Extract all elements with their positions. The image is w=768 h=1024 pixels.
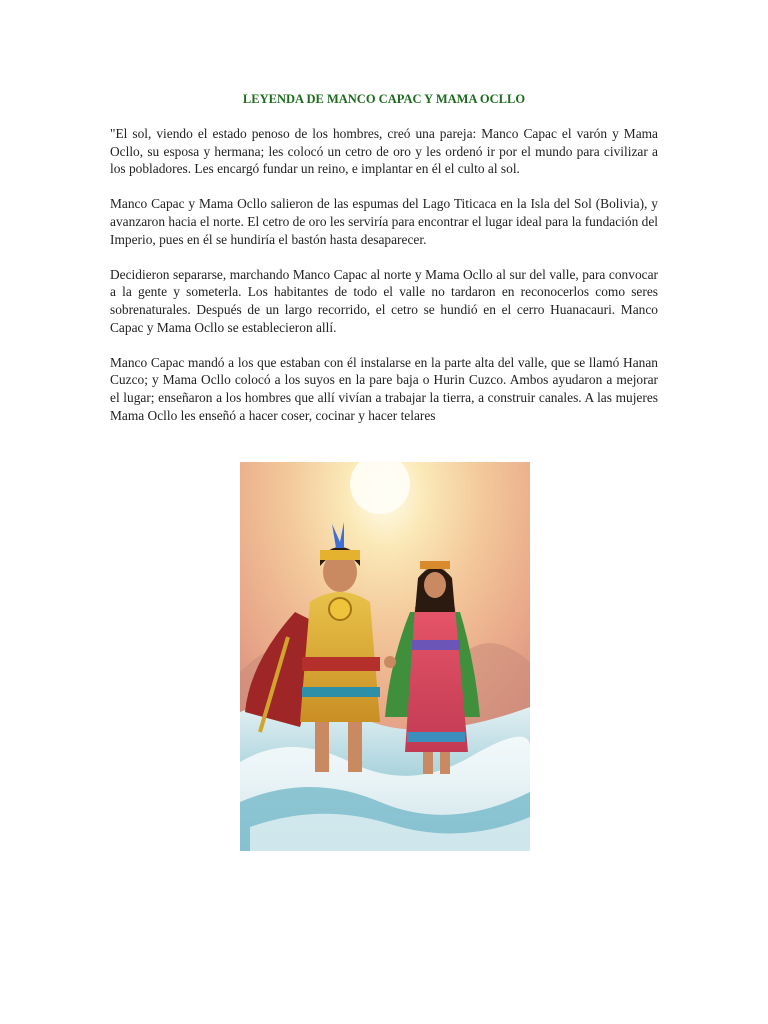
paragraph-1: "El sol, viendo el estado penoso de los hombres, creó una pareja: Manco Capac el varón y Mama Ocllo, su esposa y hermana; les colocó un cetro de oro y les ordenó ir por el mundo para civilizar a los pobladores. Les encargó fundar un reino, e implantar en él el culto al sol. xyxy=(110,126,658,177)
paragraph-3: Decidieron separarse, marchando Manco Capac al norte y Mama Ocllo al sur del valle, para convocar a la gente y someterla. Los habitantes de todo el valle no tardaron en reconocerlos como seres sobrenaturales. Después de un largo recorrido, el cetro se hundió en el cerro Huanacauri. Manco Capac y Mama Ocllo se establecieron allí. xyxy=(110,266,658,335)
paragraph-2: Manco Capac y Mama Ocllo salieron de las espumas del Lago Titicaca en la Isla del Sol (Bolivia), y avanzaron hacia el norte. El cetro de oro les serviría para encontrar el lugar ideal para la fundación del Imperio, pues en él se hundiría el bastón hasta desaparecer. xyxy=(110,196,658,247)
manco-capac-mama-ocllo-illustration xyxy=(240,462,530,851)
paragraph-4: Manco Capac mandó a los que estaban con él instalarse en la parte alta del valle, que se llamó Hanan Cuzco; y Mama Ocllo colocó a los suyos en la pare baja o Hurin Cuzco. Ambos ayudaron a mejorar el lugar; enseñaron a los hombres que allí vivían a trabajar la tierra, a construir canales. A las mujeres Mama Ocllo les enseñó a hacer coser, cocinar y hacer telares xyxy=(110,354,658,423)
document-title: LEYENDA DE MANCO CAPAC Y MAMA OCLLO xyxy=(242,92,526,106)
document-body xyxy=(110,125,658,424)
